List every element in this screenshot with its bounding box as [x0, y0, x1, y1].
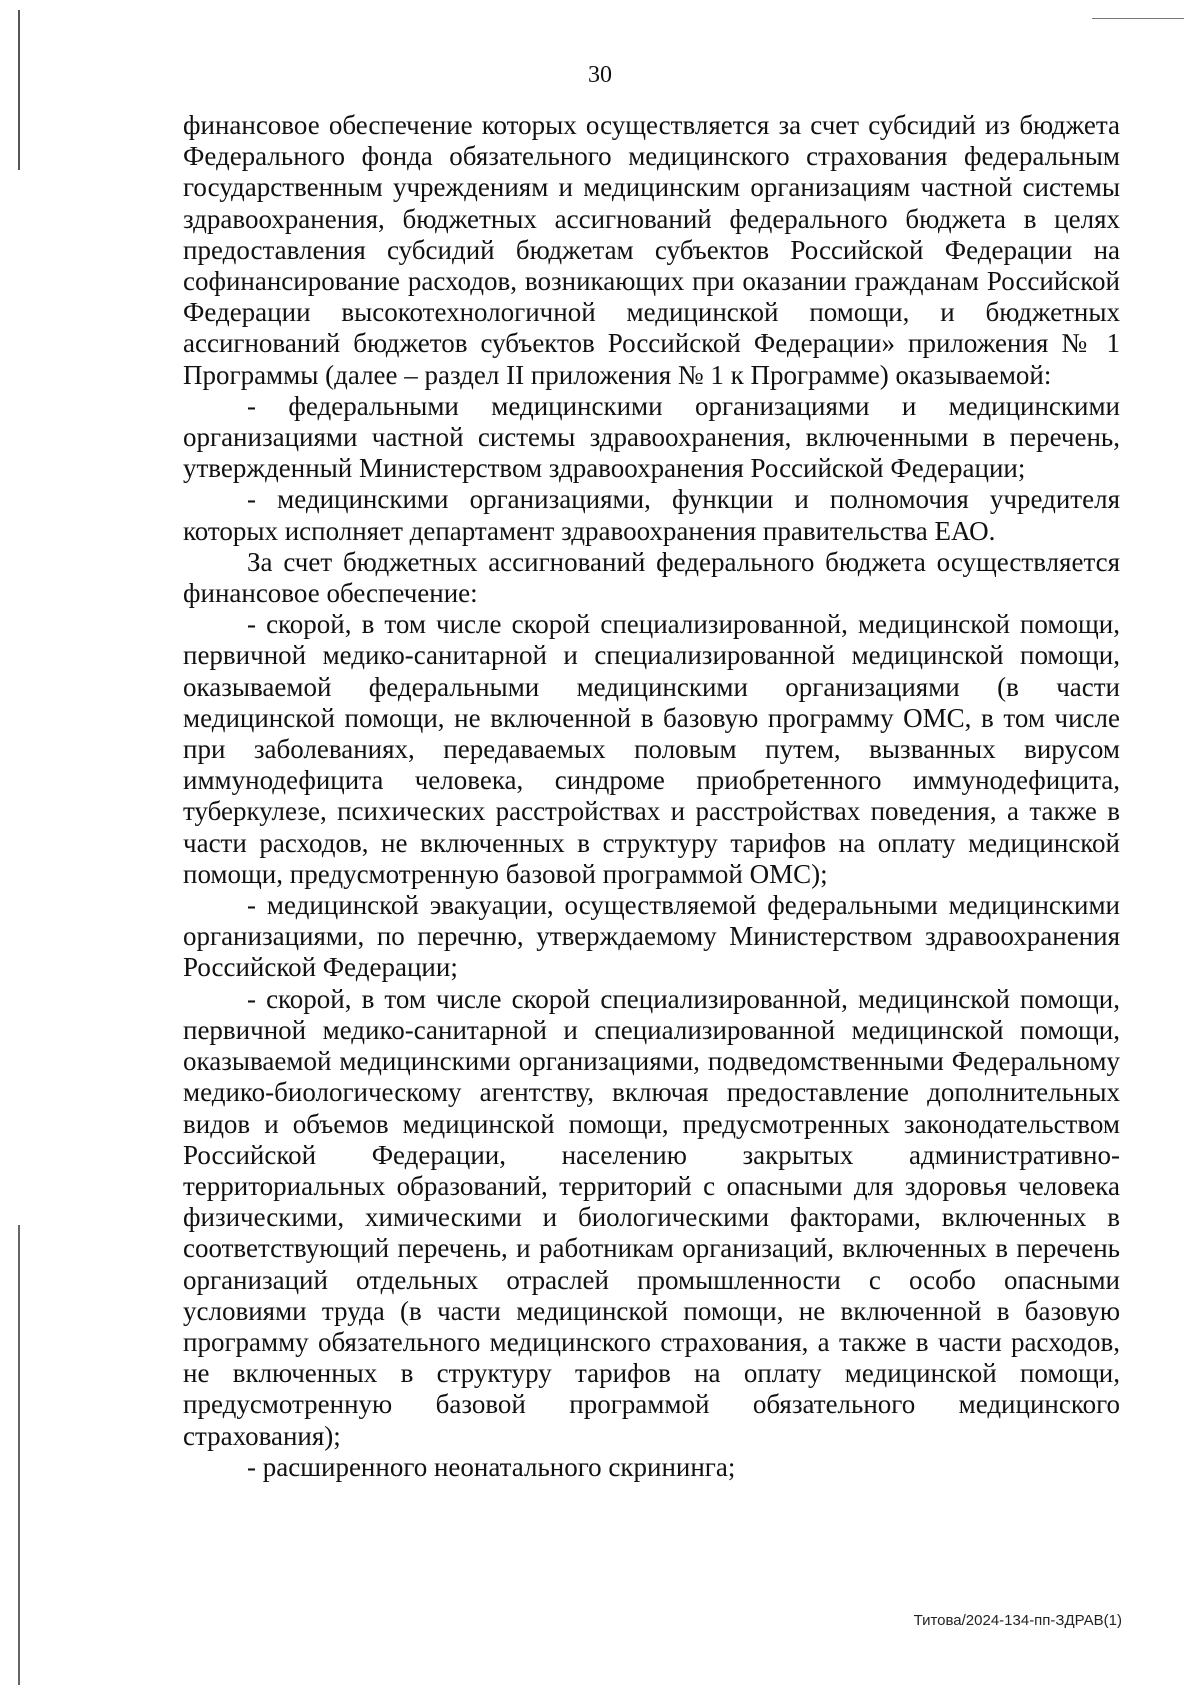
- document-registration-code: Титова/2024-134-пп-ЗДРАВ(1): [913, 1612, 1122, 1629]
- list-item: - федеральными медицинскими организациями и медицинскими организациями частной системы здравоохранения, включенными в перечень, утвержденный Министерством здравоохранения Российской Федерации;: [183, 390, 1120, 484]
- list-item: - расширенного неонатального скрининга;: [247, 1451, 736, 1482]
- document-body: [183, 110, 1120, 1483]
- scan-edge-mark-top-right: [1092, 18, 1184, 19]
- paragraph: финансовое обеспечение которых осуществляется за счет субсидий из бюджета Федерального фонда обязательного медицинского страхования федеральным государственным учреждениям и медицинским организациям частной системы здравоохранения, бюджетных ассигнований федерального бюджета в целях предоставления субсидий бюджетам субъектов Российской Федерации на софинансирование расходов, возникающих при оказании гражданам Российской Федерации высокотехнологичной медицинской помощи, и бюджетных ассигнований бюджетов субъектов Российской Федерации» приложения № 1 Программы (далее – раздел II приложения № 1 к Программе) оказываемой:: [183, 110, 1120, 390]
- scan-edge-mark-bottom: [18, 1225, 20, 1685]
- page-number: 30: [588, 62, 612, 88]
- list-item: - скорой, в том числе скорой специализированной, медицинской помощи, первичной медико-санитарной и специализированной медицинской помощи, оказываемой медицинскими организациями, подведомственными Федеральному медико-биологическому агентству, включая предоставление дополнительных видов и объемов медицинской помощи, предусмотренных законодательством Российской Федерации, населению закрытых административно-территориальных образований, территорий с опасными для здоровья человека физическими, химическими и биологическими факторами, включенных в соответствующий перечень, и работникам организаций, включенных в перечень организаций отдельных отраслей промышленности с особо опасными условиями труда (в части медицинской помощи, не включенной в базовую программу обязательного медицинского страхования, а также в части расходов, не включенных в структуру тарифов на оплату медицинской помощи, предусмотренную базовой программой обязательного медицинского страхования);: [183, 983, 1120, 1451]
- scan-edge-mark-top: [18, 10, 20, 170]
- list-item: - медицинскими организациями, функции и полномочия учредителя которых исполняет департамент здравоохранения правительства ЕАО.: [183, 484, 1120, 546]
- paragraph: За счет бюджетных ассигнований федерального бюджета осуществляется финансовое обеспечение:: [183, 546, 1120, 609]
- list-item: - медицинской эвакуации, осуществляемой федеральными медицинскими организациями, по перечню, утверждаемому Министерством здравоохранения Российской Федерации;: [183, 890, 1120, 983]
- list-item: - скорой, в том числе скорой специализированной, медицинской помощи, первичной медико-санитарной и специализированной медицинской помощи, оказываемой федеральными медицинскими организациями (в части медицинской помощи, не включенной в базовую программу ОМС, в том числе при заболеваниях, передаваемых половым путем, вызванных вирусом иммунодефицита человека, синдроме приобретенного иммунодефицита, туберкулезе, психических расстройствах и расстройствах поведения, а также в части расходов, не включенных в структуру тарифов на оплату медицинской помощи, предусмотренную базовой программой ОМС);: [183, 609, 1120, 889]
